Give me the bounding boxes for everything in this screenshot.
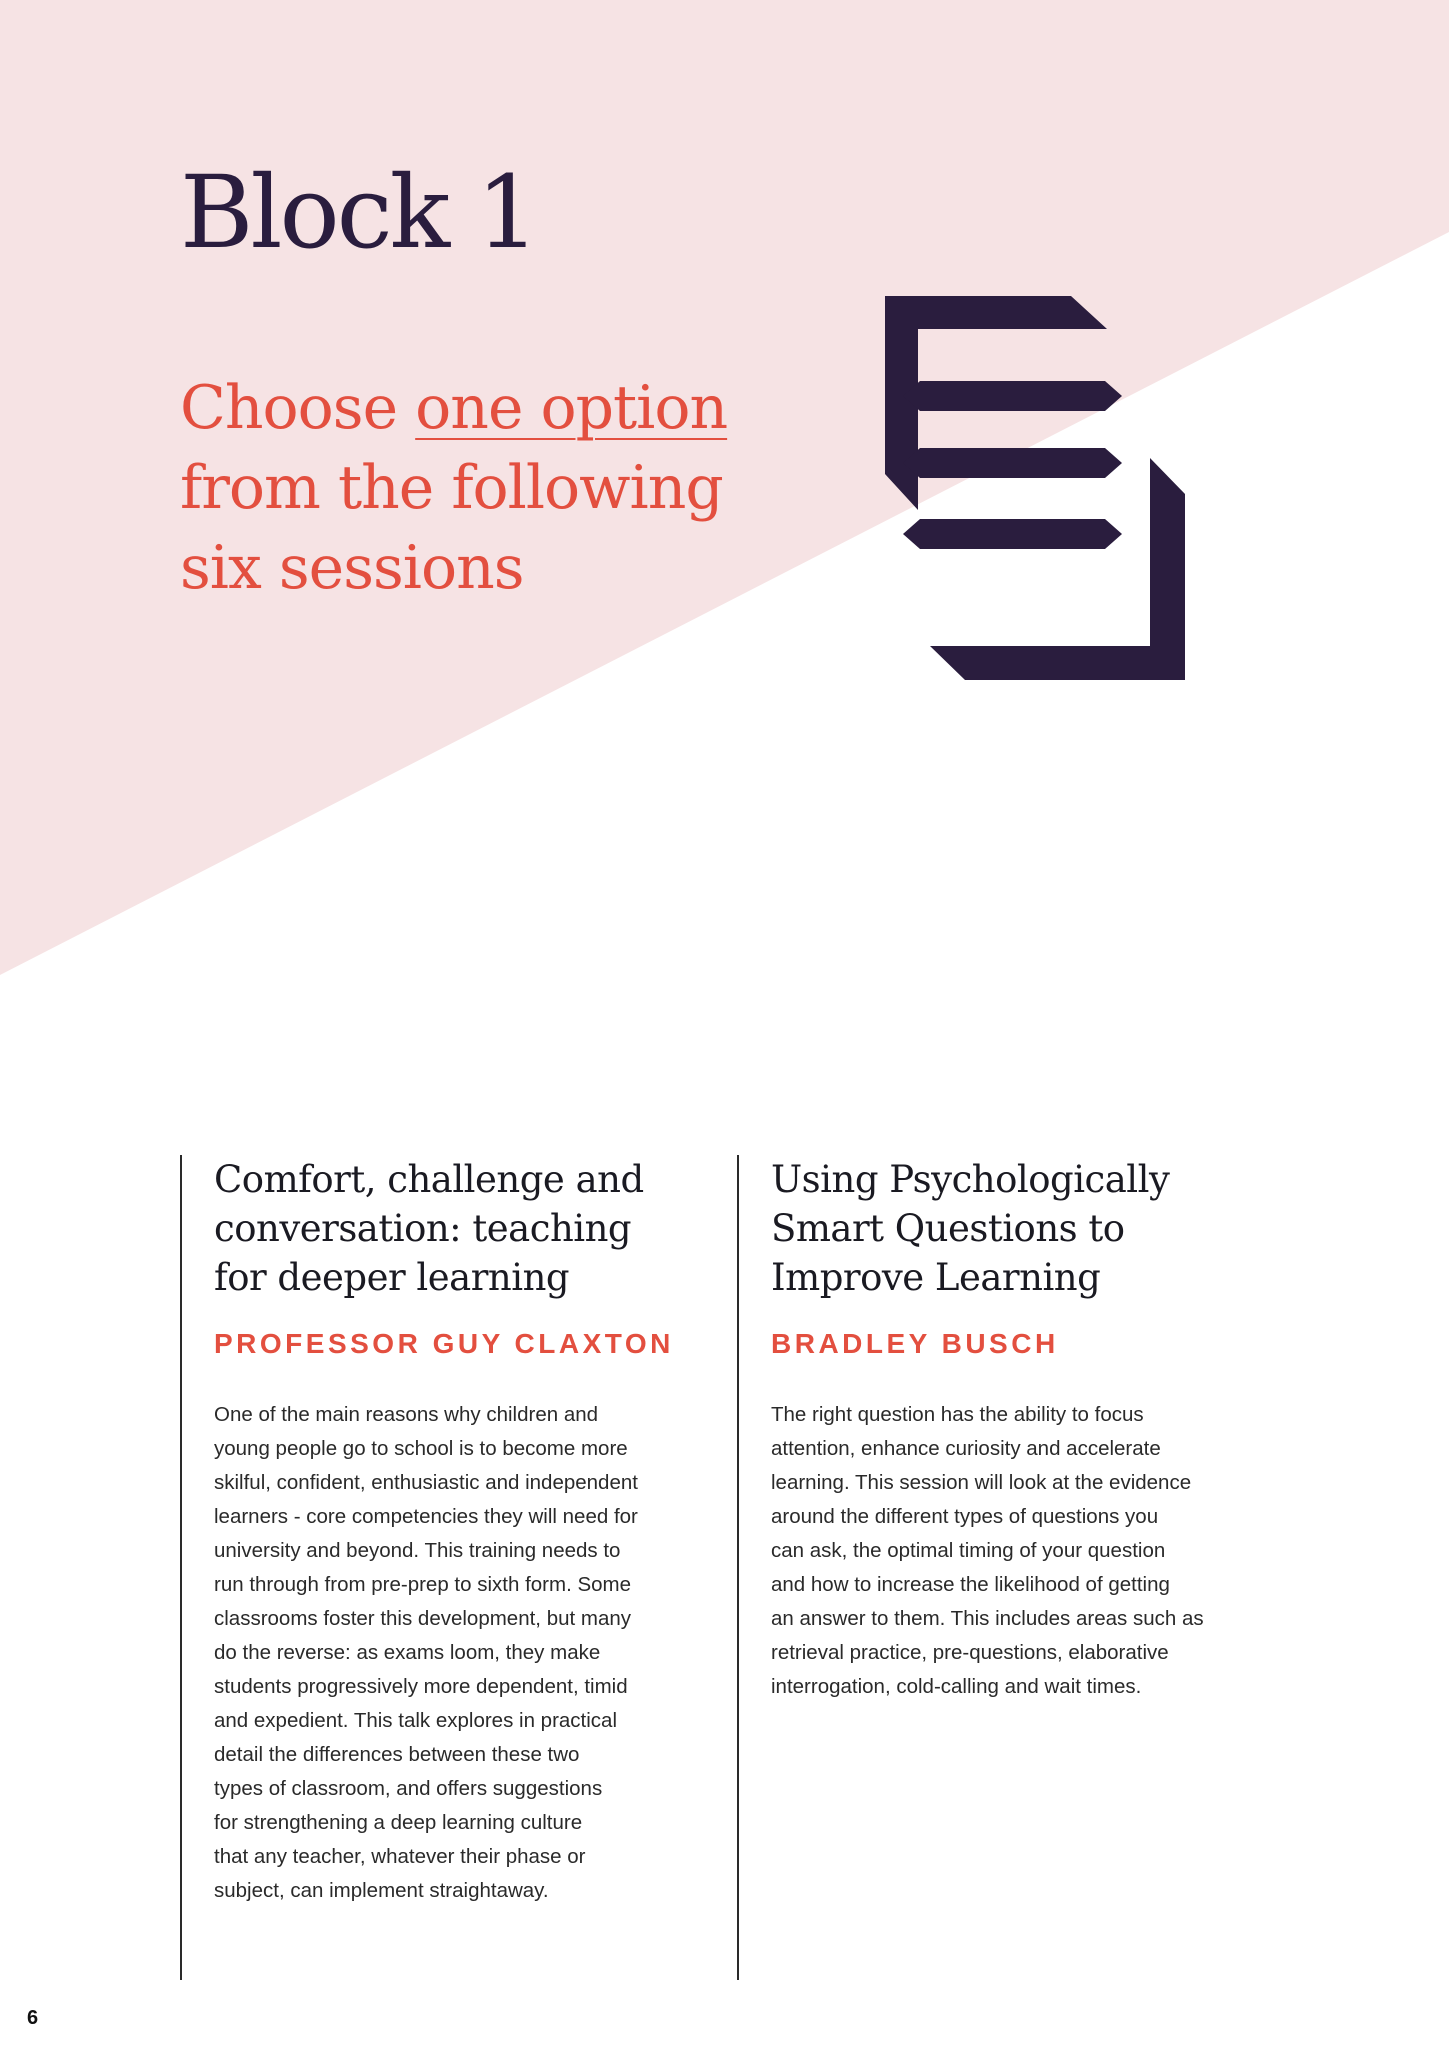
session-description	[771, 1398, 1222, 1704]
page-number: 6	[27, 2007, 39, 2029]
session-title-line: Smart Questions to	[771, 1207, 1125, 1250]
description-line: skilful, confident, enthusiastic and independent	[214, 1471, 638, 1494]
description-line: around the different types of questions you	[771, 1505, 1159, 1528]
session-title-line: for deeper learning	[214, 1256, 570, 1299]
description-line: subject, can implement straightaway.	[214, 1879, 549, 1902]
description-line: The right question has the ability to focus	[771, 1403, 1144, 1426]
description-line: run through from pre-prep to sixth form. Some	[214, 1573, 632, 1596]
description-line: and expedient. This talk explores in practical	[214, 1709, 618, 1732]
intro-line-3: six sessions	[180, 533, 524, 603]
description-line: and how to increase the likelihood of getting	[771, 1573, 1170, 1596]
speaker-name: PROFESSOR GUY CLAXTON	[214, 1328, 674, 1359]
description-line: types of classroom, and offers suggestions	[214, 1777, 603, 1800]
description-line: for strengthening a deep learning culture	[214, 1811, 583, 1834]
intro-line-2: from the following	[180, 453, 723, 523]
session-title-line: Improve Learning	[771, 1256, 1101, 1299]
session-description	[214, 1398, 665, 1908]
description-line: learning. This session will look at the evidence	[771, 1471, 1192, 1494]
block-title: Block 1	[180, 154, 537, 271]
description-line: learners - core competencies they will need for	[214, 1505, 638, 1528]
session-title-line: conversation: teaching	[214, 1207, 632, 1250]
session-title	[771, 1155, 1222, 1302]
session-card-claxton	[180, 1155, 674, 1980]
description-line: classrooms foster this development, but many	[214, 1607, 632, 1630]
description-line: university and beyond. This training needs to	[214, 1539, 621, 1562]
description-line: young people go to school is to become more	[214, 1437, 628, 1460]
description-line: do the reverse: as exams loom, they make	[214, 1641, 601, 1664]
stacked-bars-logo-icon	[885, 296, 1185, 680]
session-title	[214, 1155, 665, 1302]
description-line: attention, enhance curiosity and accelerate	[771, 1437, 1161, 1460]
session-title-line: Comfort, challenge and	[214, 1158, 644, 1201]
description-line: interrogation, cold-calling and wait times.	[771, 1675, 1142, 1698]
description-line: can ask, the optimal timing of your question	[771, 1539, 1166, 1562]
intro-prefix: Choose	[180, 373, 416, 443]
description-line: an answer to them. This includes areas such as	[771, 1607, 1204, 1630]
description-line: that any teacher, whatever their phase or	[214, 1845, 586, 1868]
speaker-name: BRADLEY BUSCH	[771, 1328, 1059, 1359]
description-line: retrieval practice, pre-questions, elaborative	[771, 1641, 1169, 1664]
session-title-line: Using Psychologically	[771, 1158, 1170, 1201]
intro-text	[180, 368, 780, 608]
session-card-busch	[737, 1155, 1222, 1980]
intro-emphasis: one option	[415, 373, 728, 443]
description-line: One of the main reasons why children and	[214, 1403, 599, 1426]
description-line: detail the differences between these two	[214, 1743, 580, 1766]
description-line: students progressively more dependent, timid	[214, 1675, 628, 1698]
